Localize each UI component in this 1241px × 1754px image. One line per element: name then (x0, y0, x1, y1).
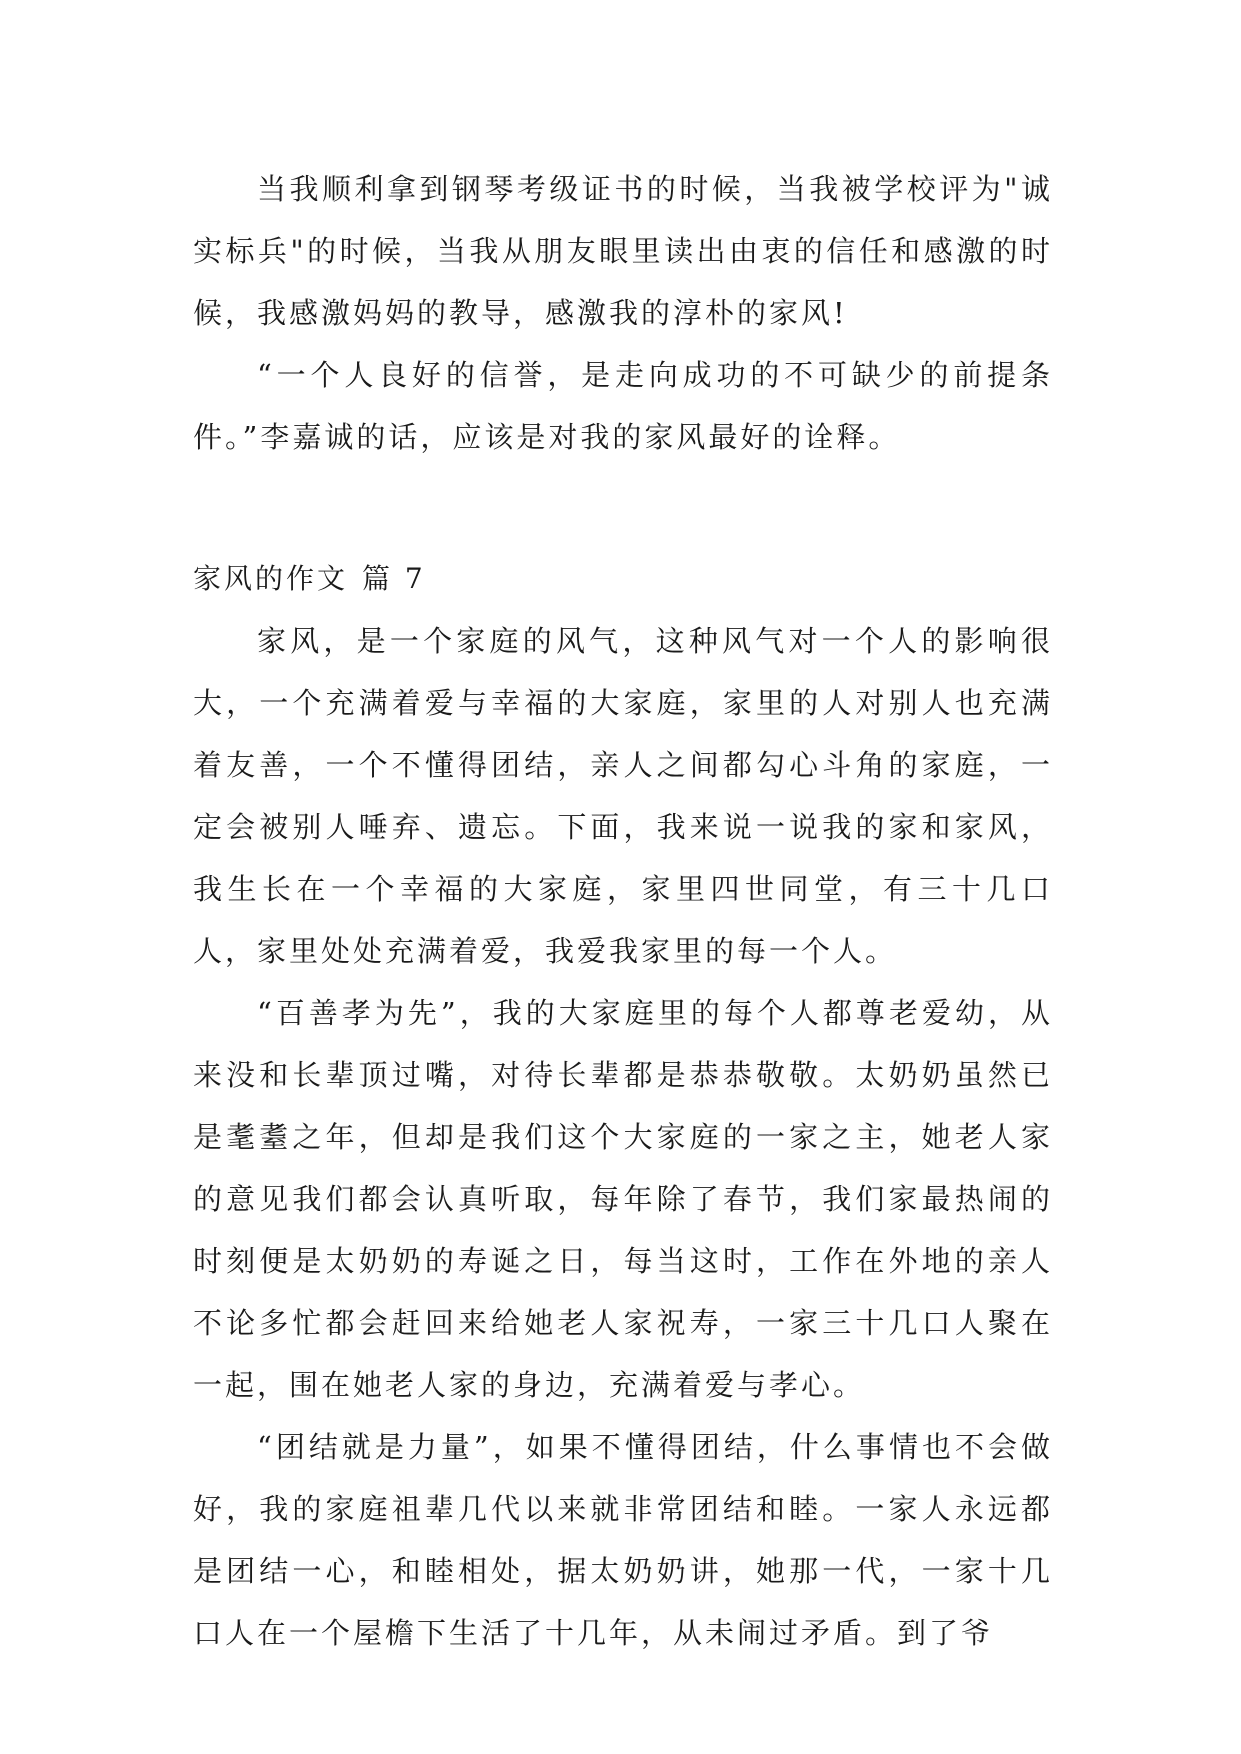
paragraph: 当我顺利拿到钢琴考级证书的时候，当我被学校评为"诚实标兵"的时候，当我从朋友眼里读出由衷的信任和感激的时候，我感激妈妈的教导，感激我的淳朴的家风! (193, 172, 1053, 330)
document-body (193, 158, 1053, 1664)
section-heading (193, 548, 1053, 610)
section-number: 篇 7 (362, 562, 426, 595)
paragraph: “百善孝为先”，我的大家庭里的每个人都尊老爱幼，从来没和长辈顶过嘴，对待长辈都是恭恭敬敬。太奶奶虽然已是耄耋之年，但却是我们这个大家庭的一家之主，她老人家的意见我们都会认真听取，每年除了春节，我们家最热闹的时刻便是太奶奶的寿诞之日，每当这时，工作在外地的亲人不论多忙都会赶回来给她老人家祝寿，一家三十几口人聚在一起，围在她老人家的身边，充满着爱与孝心。 (193, 996, 1053, 1402)
paragraph: 家风，是一个家庭的风气，这种风气对一个人的影响很大，一个充满着爱与幸福的大家庭，家里的人对别人也充满着友善，一个不懂得团结，亲人之间都勾心斗角的家庭，一定会被别人唾弃、遗忘。下面，我来说一说我的家和家风，我生长在一个幸福的大家庭，家里四世同堂，有三十几口人，家里处处充满着爱，我爱我家里的每一个人。 (193, 624, 1053, 968)
paragraph: “团结就是力量”，如果不懂得团结，什么事情也不会做好，我的家庭祖辈几代以来就非常团结和睦。一家人永远都是团结一心，和睦相处，据太奶奶讲，她那一代，一家十几口人在一个屋檐下生活了十几年，从未闹过矛盾。到了爷 (193, 1430, 1053, 1650)
paragraph: “一个人良好的信誉，是走向成功的不可缺少的前提条件。”李嘉诚的话，应该是对我的家风最好的诠释。 (193, 358, 1053, 454)
section-title: 家风的作文 (193, 562, 349, 595)
